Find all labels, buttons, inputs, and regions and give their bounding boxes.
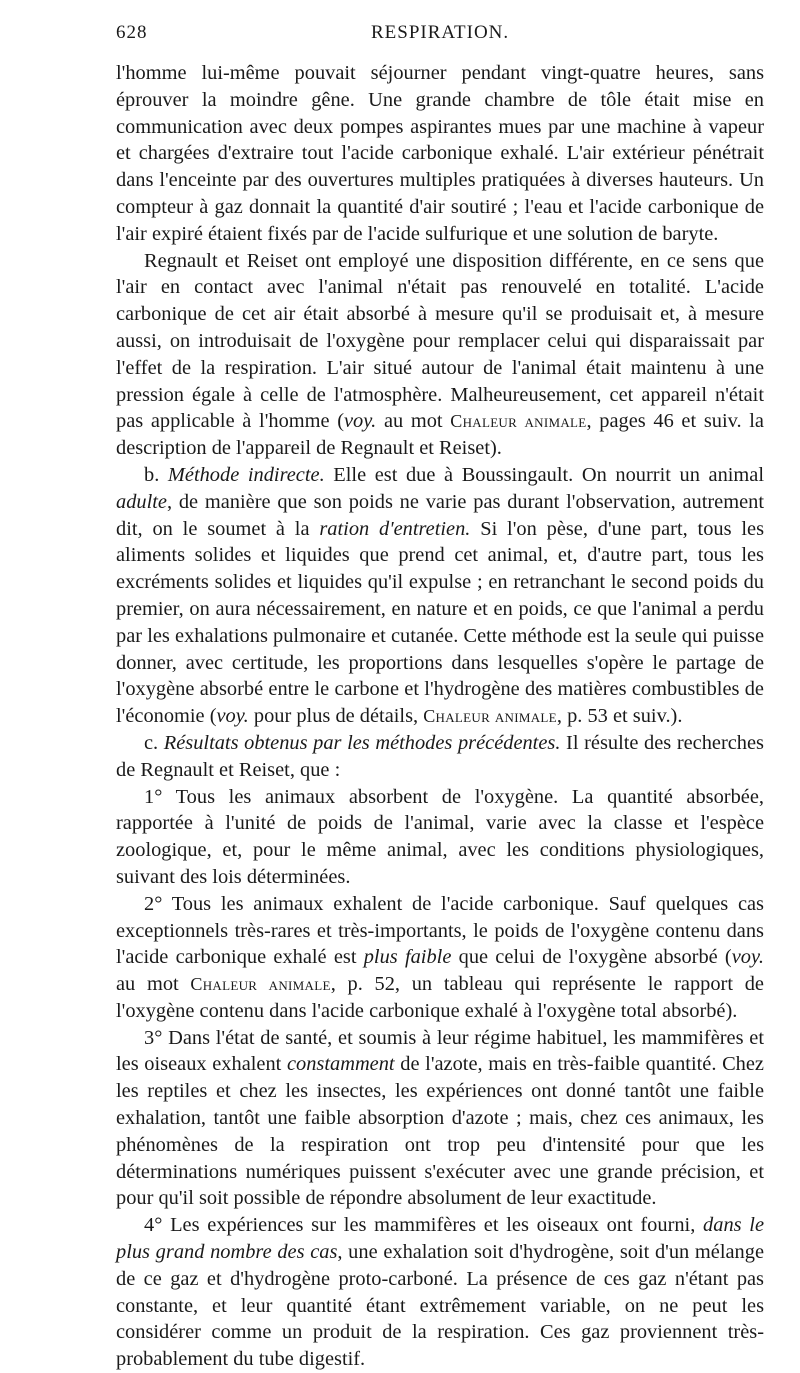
text-run: , de manière que son poids ne varie pas durant l'observation, autrement dit, on le soumet à la (116, 490, 764, 540)
small-caps-reference: Chaleur animale (450, 411, 587, 432)
italic-text: voy. (344, 410, 377, 433)
text-run: que celui de l'oxygène absorbé ( (451, 946, 732, 969)
running-title: RESPIRATION. (371, 22, 510, 43)
small-caps-reference: Chaleur animale (190, 974, 331, 995)
text-run: au mot (116, 973, 191, 996)
text-run: Si l'on pèse, d'une part, tous les aliments solides et liquides que prend cet animal, et, d'autre part, tous les excréments solides et liquides qu'il expulse ; en retranchant le second poids du premier, on aura nécessairement, en nature et en poids, ce que l'animal a perdu par les exhalations pulmonaire et cutanée. Cette méthode est la seule qui puisse donner, avec certitude, les proportions dans lesquelles s'opère le partage de l'oxygène absorbé entre le carbone et l'hydrogène des matières combustibles de l'économie ( (116, 517, 764, 728)
text-run: b. (144, 463, 168, 486)
paragraph-item-3 (116, 1025, 764, 1213)
text-run: , p. 53 et suiv.). (556, 705, 683, 728)
text-run: pour plus de détails, (248, 705, 424, 728)
text-run: Il résulte des recherches de Regnault et Reiset, que : (116, 731, 764, 781)
paragraph-resultats (116, 730, 764, 784)
text-run: l'homme lui-même pouvait séjourner pendant vingt-quatre heures, sans éprouver la moindre gêne. Une grande chambre de tôle était mise en communication avec deux pompes aspirantes mues par une machine à vapeur et chargées d'extraire tout l'acide carbonique exhalé. L'air extérieur pénétrait dans l'enceinte par des ouvertures multiples pratiquées à diverses hauteurs. Un compteur à gaz donnait la quantité d'air soutiré ; l'eau et l'acide carbonique de l'air expiré étaient fixés par de l'acide sulfurique et une solution de baryte. (116, 62, 764, 245)
italic-text: ration d'entretien. (319, 517, 471, 540)
italic-text: dans le plus grand nombre des cas (116, 1214, 765, 1264)
text-run: au mot (376, 410, 451, 433)
text-run: , pages 46 et suiv. la description de l'appareil de Regnault et Reiset). (116, 410, 764, 460)
italic-text: plus faible (363, 946, 452, 969)
text-run: 2° Tous les animaux exhalent de l'acide carbonique. Sauf quelques cas exceptionnels très-rares et très-importants, le poids de l'oxygène contenu dans l'acide carbonique exhalé est (116, 892, 764, 969)
text-run: , p. 52, un tableau qui représente le rapport de l'oxygène contenu dans l'acide carbonique exhalé à l'oxygène total absorbé). (116, 973, 764, 1022)
page-header (116, 22, 764, 60)
italic-text: voy. (216, 705, 249, 728)
italic-text: Résultats obtenus par les méthodes précédentes. (163, 731, 561, 754)
italic-text: Méthode indirecte. (167, 463, 325, 486)
paragraph-item-1 (116, 784, 764, 891)
body-text (116, 60, 764, 1373)
paragraph-continuation (116, 60, 764, 248)
text-run: 4° Les expériences sur les mammifères et les oiseaux ont fourni, (144, 1214, 704, 1237)
text-run: c. (144, 731, 164, 754)
text-run: , une exhalation soit d'hydrogène, soit d'un mélange de ce gaz et d'hydrogène proto-carboné. La présence de ces gaz n'étant pas constante, et leur quantité étant extrêmement variable, on ne peut les considérer comme un produit de la respiration. Ces gaz proviennent très-probablement du tube digestif. (116, 1241, 764, 1371)
italic-text: voy. (731, 946, 764, 969)
text-run: de l'azote, mais en très-faible quantité. Chez les reptiles et chez les insectes, les expériences ont donné tantôt une faible exhalation, tantôt une faible absorption d'azote ; mais, chez ces animaux, les phénomènes de la respiration ont trop peu d'intensité pour que les déterminations numériques puissent s'exécuter avec une grande précision, et pour qu'il soit possible de répondre absolument de leur exactitude. (116, 1053, 764, 1210)
page-number: 628 (116, 22, 148, 43)
italic-text: adulte (116, 490, 167, 513)
italic-text: constamment (286, 1053, 395, 1076)
paragraph-regnault-reiset (116, 248, 764, 462)
paragraph-methode-indirecte (116, 462, 764, 730)
text-run: 3° Dans l'état de santé, et soumis à leur régime habituel, les mammifères et les oiseaux exhalent (116, 1026, 764, 1076)
small-caps-reference: Chaleur animale (423, 706, 557, 727)
paragraph-item-2 (116, 891, 764, 1025)
text-run: Elle est due à Boussingault. On nourrit un animal (324, 463, 765, 486)
paragraph-item-4 (116, 1212, 764, 1373)
text-run: 1° Tous les animaux absorbent de l'oxygène. La quantité absorbée, rapportée à l'unité de poids de l'animal, varie avec la classe et l'espèce zoologique, et, pour le même animal, avec les conditions physiologiques, suivant des lois déterminées. (116, 785, 764, 888)
text-run: Regnault et Reiset ont employé une disposition différente, en ce sens que l'air en contact avec l'animal n'était pas renouvelé en totalité. L'acide carbonique de cet air était absorbé à mesure qu'il se produisait et, à mesure aussi, on introduisait de l'oxygène pour remplacer celui qui disparaissait par l'effet de la respiration. L'air situé autour de l'animal était maintenu à une pression égale à celle de l'atmosphère. Malheureusement, cet appareil n'était pas applicable à l'homme ( (116, 249, 764, 433)
